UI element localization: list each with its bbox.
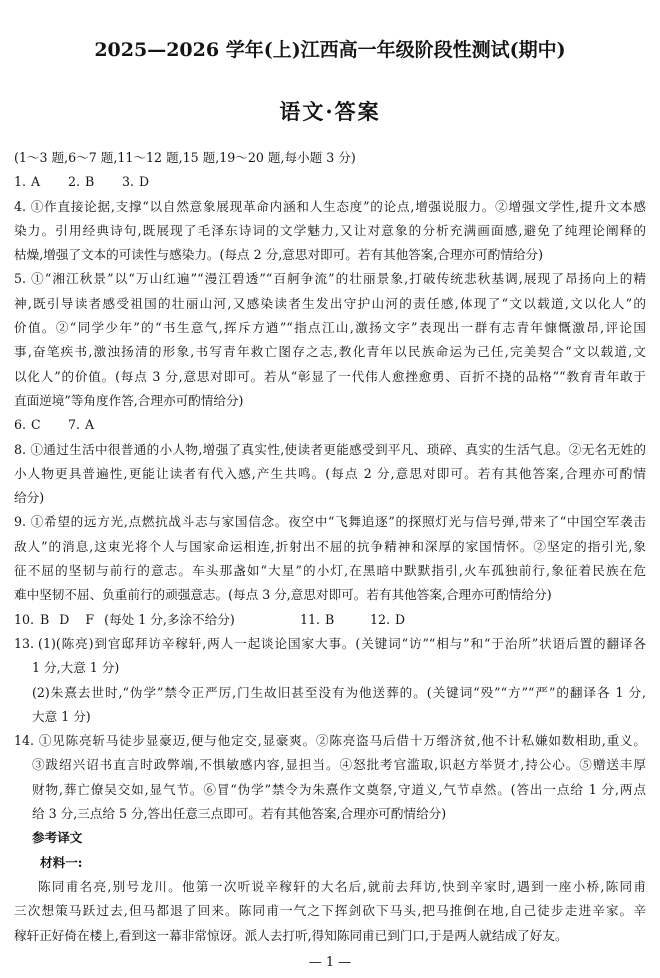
answer-line — [14, 195, 646, 219]
translation-line: 三次想策马跃过去,但马都退了回来。陈同甫一气之下挥剑砍下马头,把马推倒在地,自己徒步走进辛家。辛 — [14, 903, 646, 919]
answer-choice: A — [31, 174, 41, 190]
document-title: 2025—2026 学年(上)江西高一年级阶段性测试(期中) — [94, 39, 566, 61]
question-13-answer — [14, 632, 646, 729]
answer-line: 神,既引导读者感受祖国的壮丽山河,又感染读者生发出守护山河的责任感,体现了“文以载道,文以化人”的 — [14, 295, 646, 311]
question-number: 9. — [14, 514, 27, 530]
answer-choice: D — [395, 611, 406, 627]
document-subtitle: 语文·答案 — [279, 99, 381, 124]
answer-text: (1)(陈亮)到官邸拜访辛稼轩,两人一起谈论国家大事。(关键词“访”“相与”和“于治所”状语后置的翻译各 — [38, 635, 646, 651]
answer-line: 枯燥,增强了文本的可读性与感染力。(每点 2 分,意思对即可。若有其他答案,合理亦可酌情给分) — [14, 247, 544, 263]
answer-text: ①作直接论据,支撑“以自然意象展现革命内涵和人生态度”的论点,增强说服力。②增强文学性,提升文本感 — [30, 198, 646, 214]
answer-line: ③跋绍兴诏书直言时政弊端,不惧敏感内容,显担当。④怒批考官滥取,识赵方举贤才,持公心。⑤赠送丰厚 — [32, 757, 646, 773]
answer-line: 财物,葬亡僚吴交如,显气节。⑥冒“伪学”禁令为朱熹作文奠祭,守道义,气节卓然。(答出一点给 1 分,两点 — [32, 781, 646, 797]
question-number: 6. — [14, 417, 27, 433]
answer-line: 大意 1 分) — [32, 708, 91, 724]
question-5-answer — [14, 267, 646, 413]
mc-answer-item — [300, 608, 334, 632]
question-8-answer — [14, 438, 646, 511]
scoring-note: (每处 1 分,多涂不给分) — [104, 611, 235, 627]
mc-answer-item — [122, 170, 176, 194]
mc-answer-item — [14, 170, 68, 194]
question-number: 2. — [68, 174, 81, 190]
answer-line: 染力。引用经典诗句,既展现了毛泽东诗词的文学魅力,又让对意象的分析充满画面感,避免了纯理论阐释的 — [14, 222, 646, 238]
answer-line: 征不屈的坚韧与前行的意志。车头那盏如“大星”的小灯,在黑暗中默默指引,火车孤独前行,象征着民族在危 — [14, 563, 646, 579]
answer-choice: C — [31, 417, 41, 433]
answer-choice: B — [40, 611, 50, 627]
question-number: 7. — [68, 417, 81, 433]
answer-line — [14, 438, 646, 462]
question-number: 5. — [14, 271, 27, 287]
translation-line: 陈同甫名亮,别号龙川。他第一次听说辛稼轩的大名后,就前去拜访,快到辛家时,遇到一座小桥,陈同甫 — [38, 878, 646, 894]
answer-line: 直面逆境”等角度作答,合理亦可酌情给分) — [14, 392, 244, 408]
answer-line — [14, 510, 646, 534]
section-heading: 参考译文 — [32, 830, 83, 846]
answer-line — [14, 729, 646, 753]
question-number: 13. — [14, 635, 35, 651]
material-heading: 材料一: — [40, 854, 83, 870]
mc-answers-6-7 — [14, 413, 646, 437]
mc-answer-item — [68, 170, 122, 194]
reference-translation — [14, 826, 646, 947]
answer-choice: D — [139, 174, 150, 190]
answer-choice: D — [59, 611, 70, 627]
answer-line: 小人物更具普遍性,更能让读者有代入感,产生共鸣。(每点 2 分,意思对即可。若有其他答案,合理亦可酌情 — [14, 465, 646, 481]
answer-line: 给分) — [14, 490, 45, 506]
page-number: — 1 — — [308, 955, 352, 970]
answer-line: 1 分,大意 1 分) — [32, 660, 120, 676]
question-number: 1. — [14, 174, 27, 190]
mc-answer-item — [370, 608, 405, 632]
answers-10-12 — [14, 608, 646, 632]
question-number: 8. — [14, 441, 27, 457]
answer-line: 价值。②“同学少年”的“书生意气,挥斥方遒”“指点江山,激扬文字”表现出一群有志青年慷慨激昂,评论国 — [14, 320, 646, 336]
answer-line — [14, 267, 646, 291]
question-number: 12. — [370, 611, 391, 627]
answer-choice: B — [85, 174, 95, 190]
question-number: 4. — [14, 198, 27, 214]
question-number: 11. — [300, 611, 321, 627]
answer-choice: F — [85, 611, 95, 627]
answer-line: 难中坚韧不屈、负重前行的顽强意志。(每点 3 分,意思对即可。若有其他答案,合理亦可酌情给分) — [14, 587, 552, 603]
question-4-answer — [14, 195, 646, 268]
answer-line: 事,奋笔疾书,激浊扬清的形象,书写青年救亡图存之志,教化青年以民族命运为己任,完美契合“文以载道,文 — [14, 344, 646, 360]
question-14-answer — [14, 729, 646, 826]
answer-line: 给 3 分,三点给 5 分,答出任意三点即可。若有其他答案,合理亦可酌情给分) — [32, 806, 447, 822]
answer-line: 敌人”的消息,这束光将个人与国家命运相连,折射出不屈的抗争精神和深厚的家国情怀。②坚定的指引光,象 — [14, 538, 646, 554]
answer-text: ①见陈亮斩马徒步显豪迈,便与他定交,显豪爽。②陈亮盗马后借十万缗济贫,他不计私嫌如数相助,重义。 — [38, 733, 646, 749]
question-9-answer — [14, 510, 646, 607]
question-number: 3. — [122, 174, 135, 190]
mc-answer-item — [14, 413, 68, 437]
mc-answers-1-3 — [14, 170, 646, 194]
answer-choice: B — [325, 611, 335, 627]
question-number: 14. — [14, 733, 35, 749]
question-number: 10. — [14, 611, 35, 627]
answer-choice: A — [85, 417, 95, 433]
mc-answer-item — [68, 413, 122, 437]
answer-content — [14, 146, 646, 948]
answer-line — [14, 632, 646, 656]
answer-line: 以化人”的价值。(每点 3 分,意思对即可。若从“彰显了一代伟人愈挫愈勇、百折不挠的品格”“教育青年敢于 — [14, 368, 646, 384]
translation-line: 稼轩正好倚在楼上,看到这一幕非常惊讶。派人去打听,得知陈同甫已到门口,于是两人就结成了好友。 — [14, 927, 568, 943]
answer-line: (2)朱熹去世时,“伪学”禁令正严厉,门生故旧甚至没有为他送葬的。(关键词“殁”“方”“严”的翻译各 1 分, — [32, 684, 646, 700]
answer-text: ①通过生活中很普通的小人物,增强了真实性,使读者更能感受到平凡、琐碎、真实的生活气息。②无名无姓的 — [30, 441, 646, 457]
scoring-note: (1～3 题,6～7 题,11～12 题,15 题,19～20 题,每小题 3 分) — [14, 150, 356, 165]
answer-text: ①希望的远方光,点燃抗战斗志与家国信念。夜空中“飞舞追逐”的探照灯光与信号弹,带来了“中国空军袭击 — [30, 514, 646, 530]
answer-text: ①“湘江秋景”以“万山红遍”“漫江碧透”“百舸争流”的壮丽景象,打破传统悲秋基调,展现了昂扬向上的精 — [30, 271, 646, 287]
